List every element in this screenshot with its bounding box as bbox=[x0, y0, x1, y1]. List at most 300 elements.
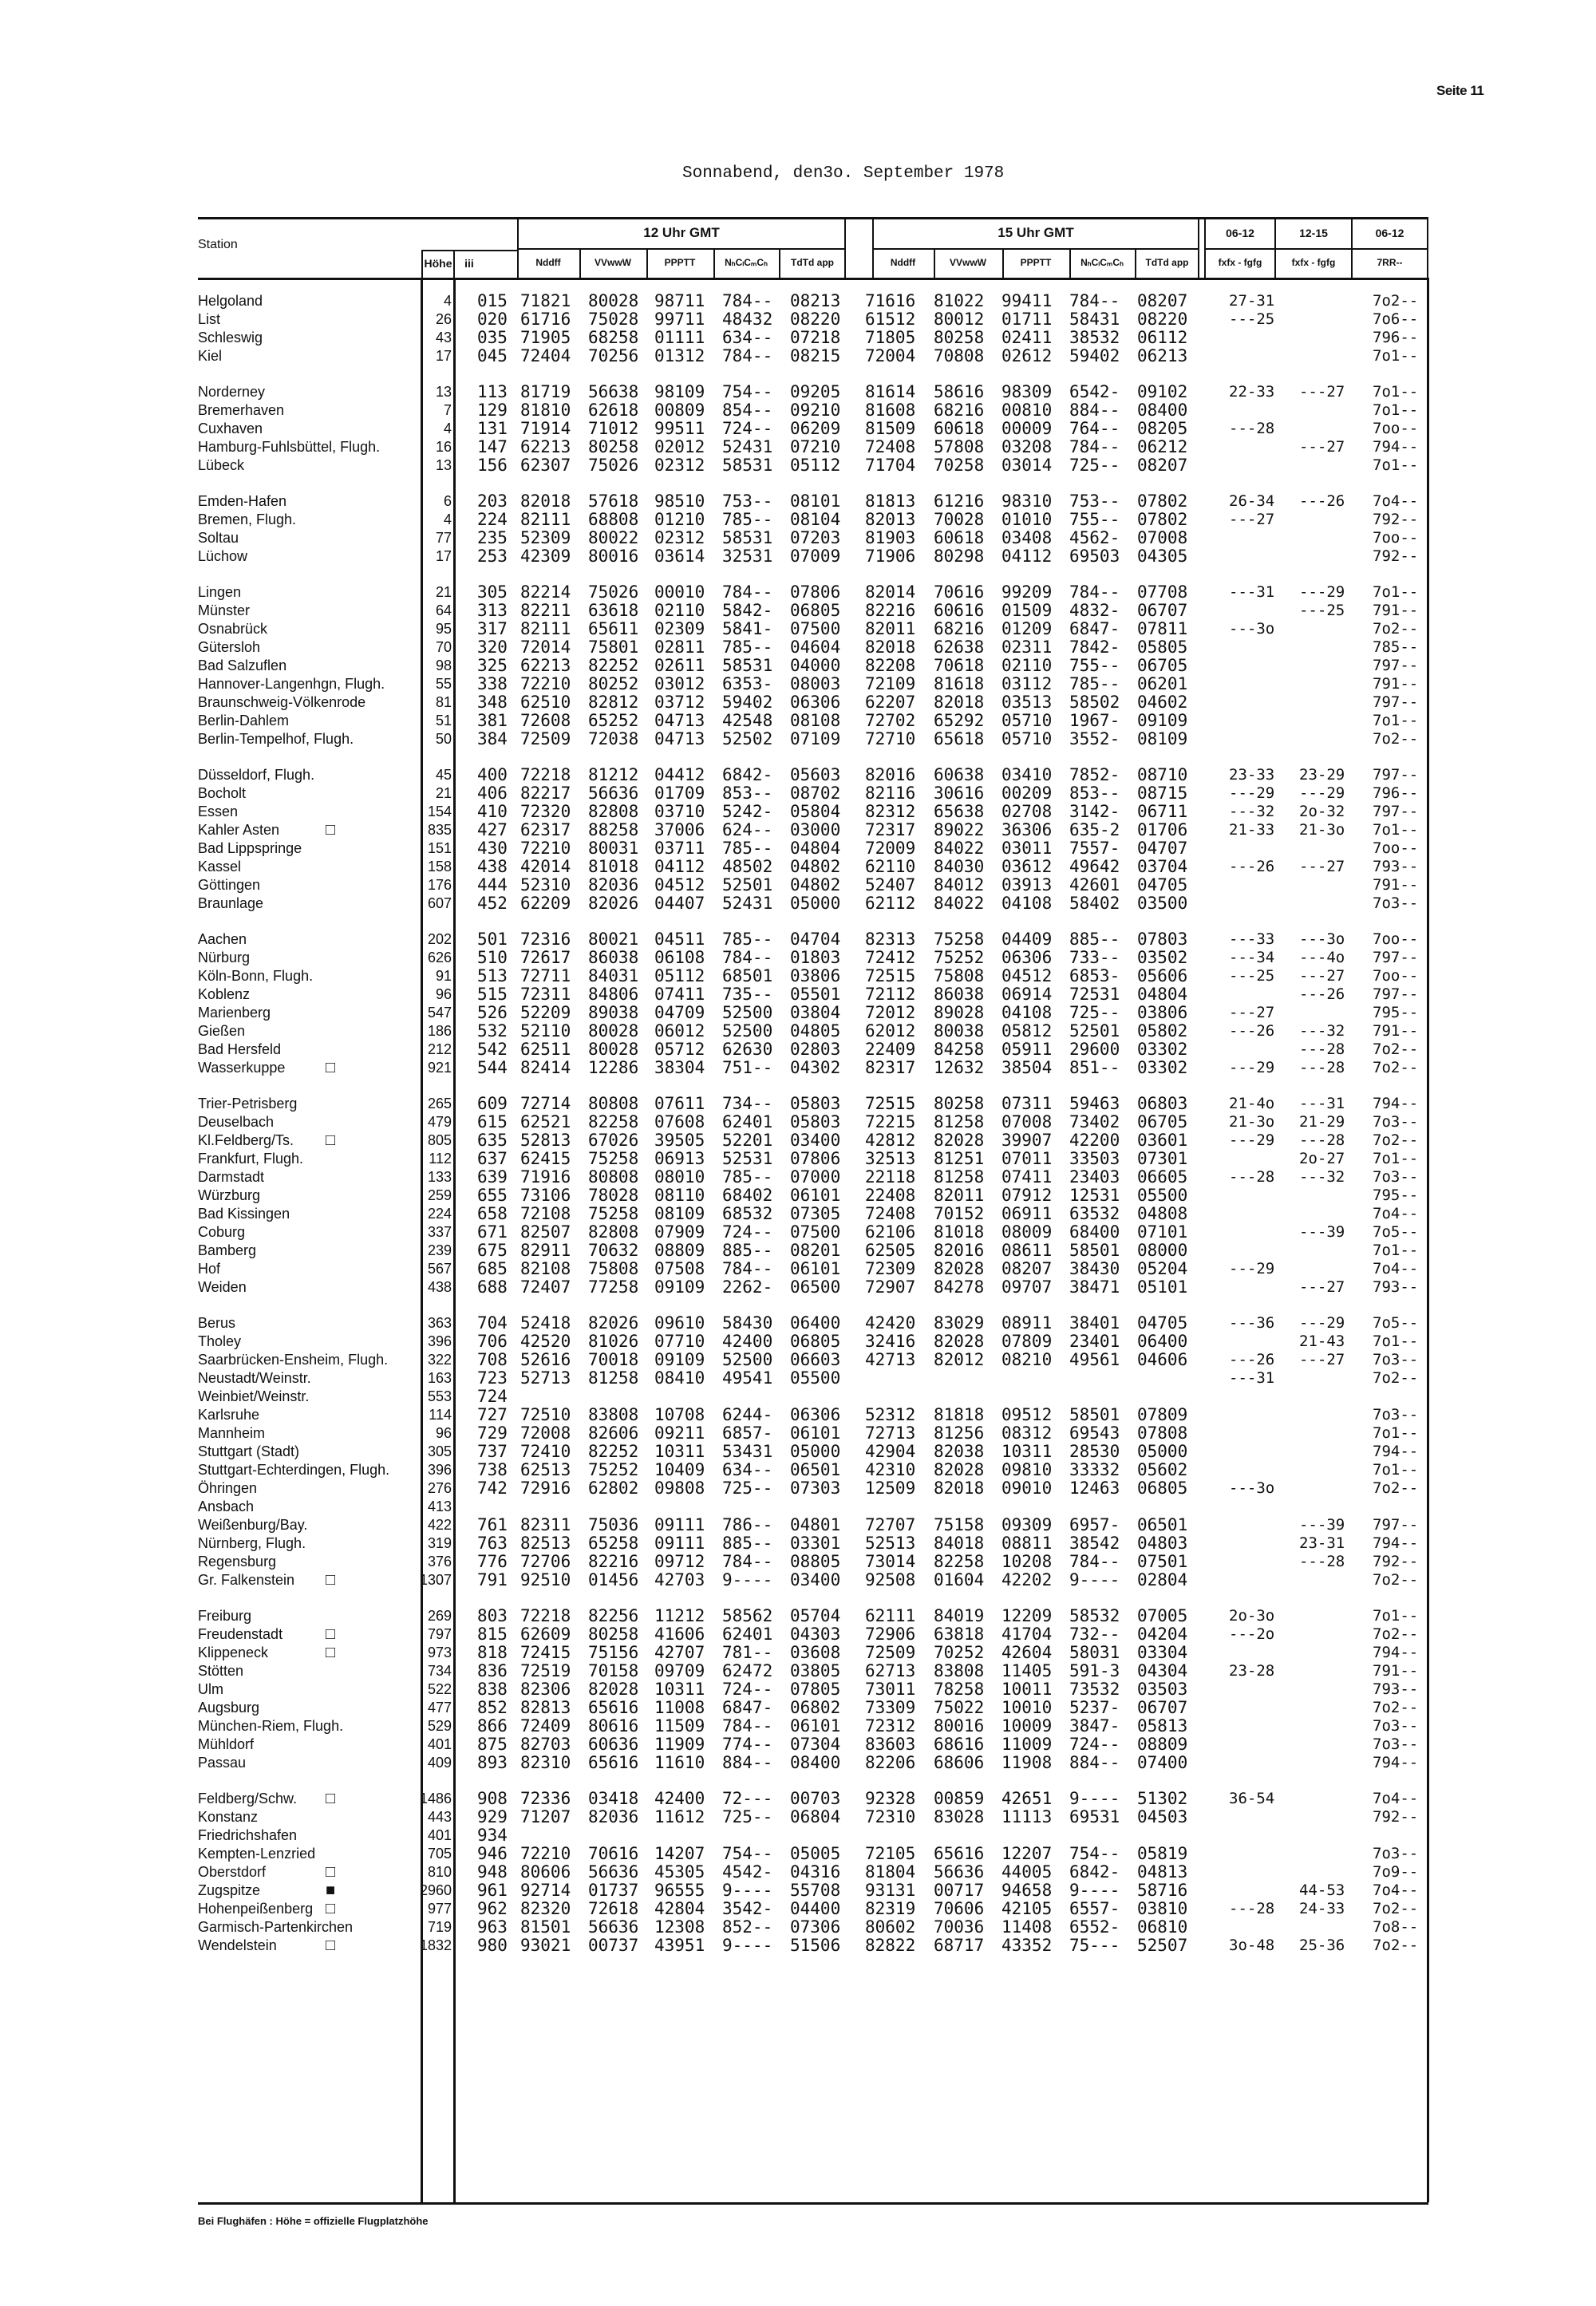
obs-15-group: 72515 bbox=[865, 966, 916, 985]
obs-15-group: 3847- bbox=[1069, 1716, 1120, 1735]
obs-15-group: 764-- bbox=[1069, 419, 1120, 438]
obs-15-group: 42105 bbox=[1001, 1899, 1053, 1918]
obs-15-group: 04804 bbox=[1137, 985, 1188, 1004]
obs-15-group: 03014 bbox=[1001, 456, 1053, 475]
obs-12-group: 04713 bbox=[654, 729, 705, 748]
extra-value: 7oo-- bbox=[1373, 839, 1419, 857]
obs-12-group: 52209 bbox=[520, 1003, 571, 1022]
obs-12-group: 80028 bbox=[588, 1021, 639, 1040]
obs-15-group: 58031 bbox=[1069, 1643, 1120, 1662]
obs-15-group: 82016 bbox=[934, 1241, 985, 1260]
obs-12-group: 72510 bbox=[520, 1405, 571, 1424]
obs-12-group: 52713 bbox=[520, 1368, 571, 1388]
obs-15-group: 07808 bbox=[1137, 1423, 1188, 1443]
obs-15-group: 11908 bbox=[1001, 1753, 1053, 1772]
obs-15-group: 732-- bbox=[1069, 1625, 1120, 1644]
extra-value: ---32 bbox=[1229, 803, 1275, 820]
station-name: Klippeneck bbox=[198, 1645, 269, 1660]
extra-value: ---26 bbox=[1299, 492, 1345, 510]
obs-15-group: 12209 bbox=[1001, 1606, 1053, 1625]
obs-15-group: 04705 bbox=[1137, 1313, 1188, 1333]
table-row bbox=[0, 638, 1596, 657]
obs-15-group: 9---- bbox=[1069, 1881, 1120, 1900]
extra-value: 7o2-- bbox=[1373, 730, 1419, 748]
obs-12-group: 09709 bbox=[654, 1661, 705, 1680]
obs-12-group: 05000 bbox=[790, 1442, 841, 1461]
obs-15-group: 03304 bbox=[1137, 1643, 1188, 1662]
obs-15-group: 09810 bbox=[1001, 1460, 1053, 1479]
square-marker: □ bbox=[326, 821, 336, 839]
extra-value: 44-53 bbox=[1299, 1882, 1345, 1899]
obs-15-group: 11113 bbox=[1001, 1807, 1053, 1826]
obs-15-group: 52312 bbox=[865, 1405, 916, 1424]
extra-value: 795-- bbox=[1373, 1004, 1419, 1021]
obs-15-group: 72907 bbox=[865, 1277, 916, 1297]
obs-15-group: 29600 bbox=[1069, 1040, 1120, 1059]
extra-value: 794-- bbox=[1373, 1095, 1419, 1112]
obs-12-group: 83808 bbox=[588, 1405, 639, 1424]
station-name: Ulm bbox=[198, 1681, 223, 1697]
table-row bbox=[0, 894, 1596, 913]
extra-value: ---29 bbox=[1229, 784, 1275, 802]
obs-12-group: 77258 bbox=[588, 1277, 639, 1297]
obs-15-group: 05911 bbox=[1001, 1040, 1053, 1059]
obs-12-group: 78028 bbox=[588, 1186, 639, 1205]
obs-12-group: 75036 bbox=[588, 1515, 639, 1534]
table-row bbox=[0, 1882, 1596, 1900]
station-index: 615 bbox=[477, 1112, 508, 1131]
obs-15-group: 49561 bbox=[1069, 1350, 1120, 1369]
obs-12-group: 02811 bbox=[654, 638, 705, 657]
extra-value: ---28 bbox=[1299, 1553, 1345, 1570]
obs-12-group: 86038 bbox=[588, 948, 639, 967]
obs-12-group: 01210 bbox=[654, 510, 705, 529]
obs-15-group: 7842- bbox=[1069, 638, 1120, 657]
obs-12-group: 71821 bbox=[520, 291, 571, 310]
obs-12-group: 62609 bbox=[520, 1625, 571, 1644]
obs-15-group: 05813 bbox=[1137, 1716, 1188, 1735]
station-height: 522 bbox=[427, 1681, 452, 1697]
obs-12-group: 734-- bbox=[722, 1094, 773, 1113]
obs-15-group: 33332 bbox=[1069, 1460, 1120, 1479]
obs-12-group: 82111 bbox=[520, 510, 571, 529]
obs-15-group: 75158 bbox=[934, 1515, 985, 1534]
extra-value: 21-4o bbox=[1229, 1095, 1275, 1112]
obs-15-group: 98310 bbox=[1001, 492, 1053, 511]
obs-12-group: 82808 bbox=[588, 1222, 639, 1242]
station-index: 737 bbox=[477, 1442, 508, 1461]
station-height: 95 bbox=[435, 621, 452, 637]
table-row bbox=[0, 1369, 1596, 1388]
obs-12-group: 52500 bbox=[722, 1003, 773, 1022]
obs-15-group: 58501 bbox=[1069, 1405, 1120, 1424]
obs-15-group: 754-- bbox=[1069, 1844, 1120, 1863]
obs-15-group: 70036 bbox=[934, 1917, 985, 1937]
obs-12-group: 06500 bbox=[790, 1277, 841, 1297]
obs-15-group: 09010 bbox=[1001, 1479, 1053, 1498]
table-row bbox=[0, 1534, 1596, 1553]
obs-12-group: 43951 bbox=[654, 1936, 705, 1955]
obs-15-group: 02411 bbox=[1001, 328, 1053, 347]
table-row bbox=[0, 858, 1596, 876]
obs-15-group: 84278 bbox=[934, 1277, 985, 1297]
obs-12-group: 5842- bbox=[722, 601, 773, 620]
obs-15-group: 70618 bbox=[934, 656, 985, 675]
table-row bbox=[0, 529, 1596, 547]
obs-15-group: 09309 bbox=[1001, 1515, 1053, 1534]
obs-12-group: 08400 bbox=[790, 1753, 841, 1772]
obs-12-group: 65616 bbox=[588, 1698, 639, 1717]
obs-12-group: 48502 bbox=[722, 857, 773, 876]
table-row bbox=[0, 1443, 1596, 1461]
extra-value: 7o5-- bbox=[1373, 1223, 1419, 1241]
obs-15-group: 60638 bbox=[934, 765, 985, 784]
table-row bbox=[0, 583, 1596, 602]
obs-12-group: 82028 bbox=[588, 1680, 639, 1699]
obs-12-group: 70616 bbox=[588, 1844, 639, 1863]
station-name: Oberstdorf bbox=[198, 1864, 267, 1880]
document-title: Sonnabend, den3o. September 1978 bbox=[682, 164, 1005, 183]
obs-12-group: 89038 bbox=[588, 1003, 639, 1022]
obs-15-group: 08207 bbox=[1137, 291, 1188, 310]
extra-value: 21-29 bbox=[1299, 1113, 1345, 1131]
extra-value: 7o3-- bbox=[1373, 894, 1419, 912]
obs-12-group: 05803 bbox=[790, 1112, 841, 1131]
table-row bbox=[0, 1351, 1596, 1369]
station-name: Trier-Petrisberg bbox=[198, 1096, 298, 1112]
obs-12-group: 784-- bbox=[722, 948, 773, 967]
extra-value: 7o2-- bbox=[1373, 1040, 1419, 1058]
obs-12-group: 03804 bbox=[790, 1003, 841, 1022]
obs-15-group: 82312 bbox=[865, 802, 916, 821]
station-height: 805 bbox=[427, 1132, 452, 1148]
extra-value: ---26 bbox=[1229, 858, 1275, 875]
obs-15-group: 72012 bbox=[865, 1003, 916, 1022]
table-row bbox=[0, 620, 1596, 638]
obs-15-group: 03503 bbox=[1137, 1680, 1188, 1699]
station-height: 112 bbox=[429, 1151, 452, 1167]
extra-value: 7o4-- bbox=[1373, 1260, 1419, 1277]
obs-15-group: 58616 bbox=[934, 382, 985, 401]
obs-15-group: 42713 bbox=[865, 1350, 916, 1369]
station-name: Freiburg bbox=[198, 1608, 252, 1624]
obs-15-group: 02804 bbox=[1137, 1570, 1188, 1589]
obs-15-group: 06914 bbox=[1001, 985, 1053, 1004]
table-row bbox=[0, 1808, 1596, 1826]
obs-15-group: 04503 bbox=[1137, 1807, 1188, 1826]
obs-12-group: 68258 bbox=[588, 328, 639, 347]
obs-12-group: 42548 bbox=[722, 711, 773, 730]
obs-12-group: 70632 bbox=[588, 1241, 639, 1260]
obs-12-group: 09109 bbox=[654, 1277, 705, 1297]
obs-15-group: 82028 bbox=[934, 1332, 985, 1351]
obs-12-group: 52431 bbox=[722, 894, 773, 913]
table-row bbox=[0, 383, 1596, 401]
extra-value: 7o1-- bbox=[1373, 1333, 1419, 1350]
obs-15-group: 06810 bbox=[1137, 1917, 1188, 1937]
extra-value: 7o1-- bbox=[1373, 821, 1419, 839]
col-divider bbox=[646, 250, 648, 279]
obs-12-group: 71914 bbox=[520, 419, 571, 438]
obs-12-group: 80258 bbox=[588, 437, 639, 456]
obs-12-group: 62472 bbox=[722, 1661, 773, 1680]
station-index: 742 bbox=[477, 1479, 508, 1498]
extra-value: 785-- bbox=[1373, 638, 1419, 656]
extra-value: 2o-27 bbox=[1299, 1150, 1345, 1167]
obs-12-group: 05803 bbox=[790, 1094, 841, 1113]
extra-value: 794-- bbox=[1373, 438, 1419, 456]
obs-12-group: 9---- bbox=[722, 1881, 773, 1900]
col-divider bbox=[579, 250, 581, 279]
obs-15-group: 72310 bbox=[865, 1807, 916, 1826]
extra-value: 792-- bbox=[1373, 511, 1419, 528]
obs-12-group: 05005 bbox=[790, 1844, 841, 1863]
subheader-extra-3: 7RR-- bbox=[1377, 257, 1403, 268]
obs-15-group: 725-- bbox=[1069, 1003, 1120, 1022]
obs-12-group: 07304 bbox=[790, 1735, 841, 1754]
obs-15-group: 82013 bbox=[865, 510, 916, 529]
obs-15-group: 72707 bbox=[865, 1515, 916, 1534]
obs-12-group: 75808 bbox=[588, 1259, 639, 1278]
obs-12-group: 99711 bbox=[654, 310, 705, 329]
station-height: 50 bbox=[435, 731, 452, 747]
obs-15-group: 03810 bbox=[1137, 1899, 1188, 1918]
extra-value: 7o1-- bbox=[1373, 347, 1419, 365]
obs-15-group: 6552- bbox=[1069, 1917, 1120, 1937]
obs-15-group: 82206 bbox=[865, 1753, 916, 1772]
obs-12-group: 725-- bbox=[722, 1807, 773, 1826]
obs-15-group: 755-- bbox=[1069, 510, 1120, 529]
obs-12-group: 72618 bbox=[588, 1899, 639, 1918]
obs-15-group: 884-- bbox=[1069, 1753, 1120, 1772]
obs-12-group: 07806 bbox=[790, 582, 841, 602]
obs-12-group: 59402 bbox=[722, 693, 773, 712]
extra-value: 24-33 bbox=[1299, 1900, 1345, 1917]
obs-15-group: 70606 bbox=[934, 1899, 985, 1918]
station-index: 776 bbox=[477, 1552, 508, 1571]
station-index: 317 bbox=[477, 619, 508, 638]
station-height: 422 bbox=[427, 1517, 452, 1533]
station-index: 510 bbox=[477, 948, 508, 967]
obs-15-group: 70616 bbox=[934, 582, 985, 602]
obs-15-group: 60616 bbox=[934, 601, 985, 620]
extra-value: ---27 bbox=[1299, 383, 1345, 401]
station-index: 815 bbox=[477, 1625, 508, 1644]
extra-value: 7o2-- bbox=[1373, 1625, 1419, 1643]
table-row bbox=[0, 401, 1596, 420]
obs-12-group: 10311 bbox=[654, 1680, 705, 1699]
obs-15-group: 42200 bbox=[1069, 1131, 1120, 1150]
obs-15-group: 43352 bbox=[1001, 1936, 1053, 1955]
obs-15-group: 23401 bbox=[1069, 1332, 1120, 1351]
obs-15-group: 05812 bbox=[1001, 1021, 1053, 1040]
obs-12-group: 56636 bbox=[588, 1917, 639, 1937]
obs-15-group: 41704 bbox=[1001, 1625, 1053, 1644]
station-height: 98 bbox=[435, 657, 452, 673]
table-row bbox=[0, 657, 1596, 675]
extra-value: 791-- bbox=[1373, 1662, 1419, 1680]
obs-15-group: 04705 bbox=[1137, 875, 1188, 894]
obs-12-group: 9---- bbox=[722, 1936, 773, 1955]
obs-15-group: 725-- bbox=[1069, 456, 1120, 475]
extra-value: 7o1-- bbox=[1373, 1150, 1419, 1167]
obs-12-group: 02312 bbox=[654, 456, 705, 475]
table-row bbox=[0, 1260, 1596, 1278]
obs-15-group: 81608 bbox=[865, 401, 916, 420]
obs-15-group: 08210 bbox=[1001, 1350, 1053, 1369]
extra-value: ---27 bbox=[1299, 967, 1345, 985]
station-name: Schleswig bbox=[198, 330, 263, 346]
station-name: Bad Hersfeld bbox=[198, 1041, 282, 1057]
extra-value: 7o5-- bbox=[1373, 1314, 1419, 1332]
obs-12-group: 08101 bbox=[790, 492, 841, 511]
station-index: 727 bbox=[477, 1405, 508, 1424]
extra-value: ---27 bbox=[1229, 1004, 1275, 1021]
obs-12-group: 03400 bbox=[790, 1570, 841, 1589]
obs-12-group: 82812 bbox=[588, 693, 639, 712]
obs-15-group: 59463 bbox=[1069, 1094, 1120, 1113]
obs-15-group: 81258 bbox=[934, 1167, 985, 1187]
station-height: 163 bbox=[427, 1370, 452, 1386]
station-name: Kahler Asten bbox=[198, 822, 280, 838]
extra-value: ---28 bbox=[1299, 1040, 1345, 1058]
table-row bbox=[0, 1498, 1596, 1516]
obs-12-group: 854-- bbox=[722, 401, 773, 420]
table-row bbox=[0, 1918, 1596, 1937]
station-height: 477 bbox=[427, 1700, 452, 1716]
extra-value: 2o-32 bbox=[1299, 803, 1345, 820]
obs-15-group: 65618 bbox=[934, 729, 985, 748]
station-name: Konstanz bbox=[198, 1809, 259, 1825]
extra-value: 793-- bbox=[1373, 858, 1419, 875]
station-height: 265 bbox=[427, 1096, 452, 1112]
station-index: 655 bbox=[477, 1186, 508, 1205]
square-marker: □ bbox=[326, 1644, 336, 1661]
obs-12-group: 39505 bbox=[654, 1131, 705, 1150]
extra-value: ---25 bbox=[1299, 602, 1345, 619]
extra-value: 7o1-- bbox=[1373, 712, 1419, 729]
station-name: Kempten-Lenzried bbox=[198, 1846, 316, 1862]
obs-12-group: 9---- bbox=[722, 1570, 773, 1589]
station-name: Kassel bbox=[198, 859, 242, 875]
obs-15-group: 81018 bbox=[934, 1222, 985, 1242]
obs-12-group: 08109 bbox=[654, 1204, 705, 1223]
extra-value: 792-- bbox=[1373, 547, 1419, 565]
station-name: Wasserkuppe bbox=[198, 1060, 286, 1076]
station-height: 305 bbox=[427, 1443, 452, 1459]
table-row bbox=[0, 1004, 1596, 1022]
extra-value: 7o1-- bbox=[1373, 1424, 1419, 1442]
station-height: 337 bbox=[427, 1224, 452, 1240]
extra-value: 793-- bbox=[1373, 1680, 1419, 1698]
table-row bbox=[0, 730, 1596, 748]
station-height: 438 bbox=[427, 1279, 452, 1295]
table-row bbox=[0, 1131, 1596, 1150]
obs-12-group: 03400 bbox=[790, 1131, 841, 1150]
obs-12-group: 751-- bbox=[722, 1058, 773, 1077]
obs-15-group: 00209 bbox=[1001, 784, 1053, 803]
obs-12-group: 06209 bbox=[790, 419, 841, 438]
extra-value: 7o2-- bbox=[1373, 1571, 1419, 1589]
obs-12-group: 52531 bbox=[722, 1149, 773, 1168]
obs-12-group: 72320 bbox=[520, 802, 571, 821]
obs-15-group: 03612 bbox=[1001, 857, 1053, 876]
obs-15-group: 04204 bbox=[1137, 1625, 1188, 1644]
obs-15-group: 04606 bbox=[1137, 1350, 1188, 1369]
station-name: Tholey bbox=[198, 1333, 242, 1349]
obs-12-group: 04412 bbox=[654, 765, 705, 784]
obs-12-group: 52502 bbox=[722, 729, 773, 748]
station-name: Stuttgart-Echterdingen, Flugh. bbox=[198, 1462, 390, 1478]
obs-15-group: 72112 bbox=[865, 985, 916, 1004]
station-index: 838 bbox=[477, 1680, 508, 1699]
obs-12-group: 92714 bbox=[520, 1881, 571, 1900]
station-height: 567 bbox=[427, 1261, 452, 1277]
obs-15-group: 06213 bbox=[1137, 346, 1188, 365]
obs-15-group: 73532 bbox=[1069, 1680, 1120, 1699]
obs-15-group: 72509 bbox=[865, 1643, 916, 1662]
square-marker: □ bbox=[326, 1059, 336, 1076]
station-index: 980 bbox=[477, 1936, 508, 1955]
obs-12-group: 92510 bbox=[520, 1570, 571, 1589]
station-index: 791 bbox=[477, 1570, 508, 1589]
obs-12-group: 03301 bbox=[790, 1534, 841, 1553]
obs-12-group: 62307 bbox=[520, 456, 571, 475]
obs-15-group: 63818 bbox=[934, 1625, 985, 1644]
extra-value: 7o2-- bbox=[1373, 292, 1419, 310]
obs-12-group: 624-- bbox=[722, 820, 773, 839]
station-name: Weinbiet/Weinstr. bbox=[198, 1388, 310, 1404]
station-name: Berlin-Tempelhof, Flugh. bbox=[198, 731, 354, 747]
obs-12-group: 785-- bbox=[722, 930, 773, 949]
obs-12-group: 81719 bbox=[520, 382, 571, 401]
obs-12-group: 3542- bbox=[722, 1899, 773, 1918]
obs-12-group: 82036 bbox=[588, 875, 639, 894]
obs-15-group: 06911 bbox=[1001, 1204, 1053, 1223]
obs-12-group: 09109 bbox=[654, 1350, 705, 1369]
obs-15-group: 58431 bbox=[1069, 310, 1120, 329]
obs-15-group: 72004 bbox=[865, 346, 916, 365]
obs-15-group: 09707 bbox=[1001, 1277, 1053, 1297]
obs-12-group: 05000 bbox=[790, 894, 841, 913]
obs-12-group: 42400 bbox=[722, 1332, 773, 1351]
obs-12-group: 82111 bbox=[520, 619, 571, 638]
obs-12-group: 48432 bbox=[722, 310, 773, 329]
extra-value: ---34 bbox=[1229, 949, 1275, 966]
station-index: 723 bbox=[477, 1368, 508, 1388]
obs-12-group: 05804 bbox=[790, 802, 841, 821]
obs-15-group: 82028 bbox=[934, 1131, 985, 1150]
obs-15-group: 02110 bbox=[1001, 656, 1053, 675]
table-row bbox=[0, 456, 1596, 475]
obs-15-group: 784-- bbox=[1069, 291, 1120, 310]
extra-value: 792-- bbox=[1373, 1808, 1419, 1826]
obs-12-group: 57618 bbox=[588, 492, 639, 511]
obs-15-group: 02612 bbox=[1001, 346, 1053, 365]
extra-value: 794-- bbox=[1373, 1534, 1419, 1552]
table-row bbox=[0, 693, 1596, 712]
obs-15-group: 3142- bbox=[1069, 802, 1120, 821]
obs-12-group: 785-- bbox=[722, 839, 773, 858]
station-index: 400 bbox=[477, 765, 508, 784]
obs-12-group: 11212 bbox=[654, 1606, 705, 1625]
obs-15-group: 61512 bbox=[865, 310, 916, 329]
obs-12-group: 08213 bbox=[790, 291, 841, 310]
obs-15-group: 10009 bbox=[1001, 1716, 1053, 1735]
header-12-col: TdTd app bbox=[791, 257, 834, 268]
station-name: Augsburg bbox=[198, 1700, 260, 1716]
obs-15-group: 52507 bbox=[1137, 1936, 1188, 1955]
